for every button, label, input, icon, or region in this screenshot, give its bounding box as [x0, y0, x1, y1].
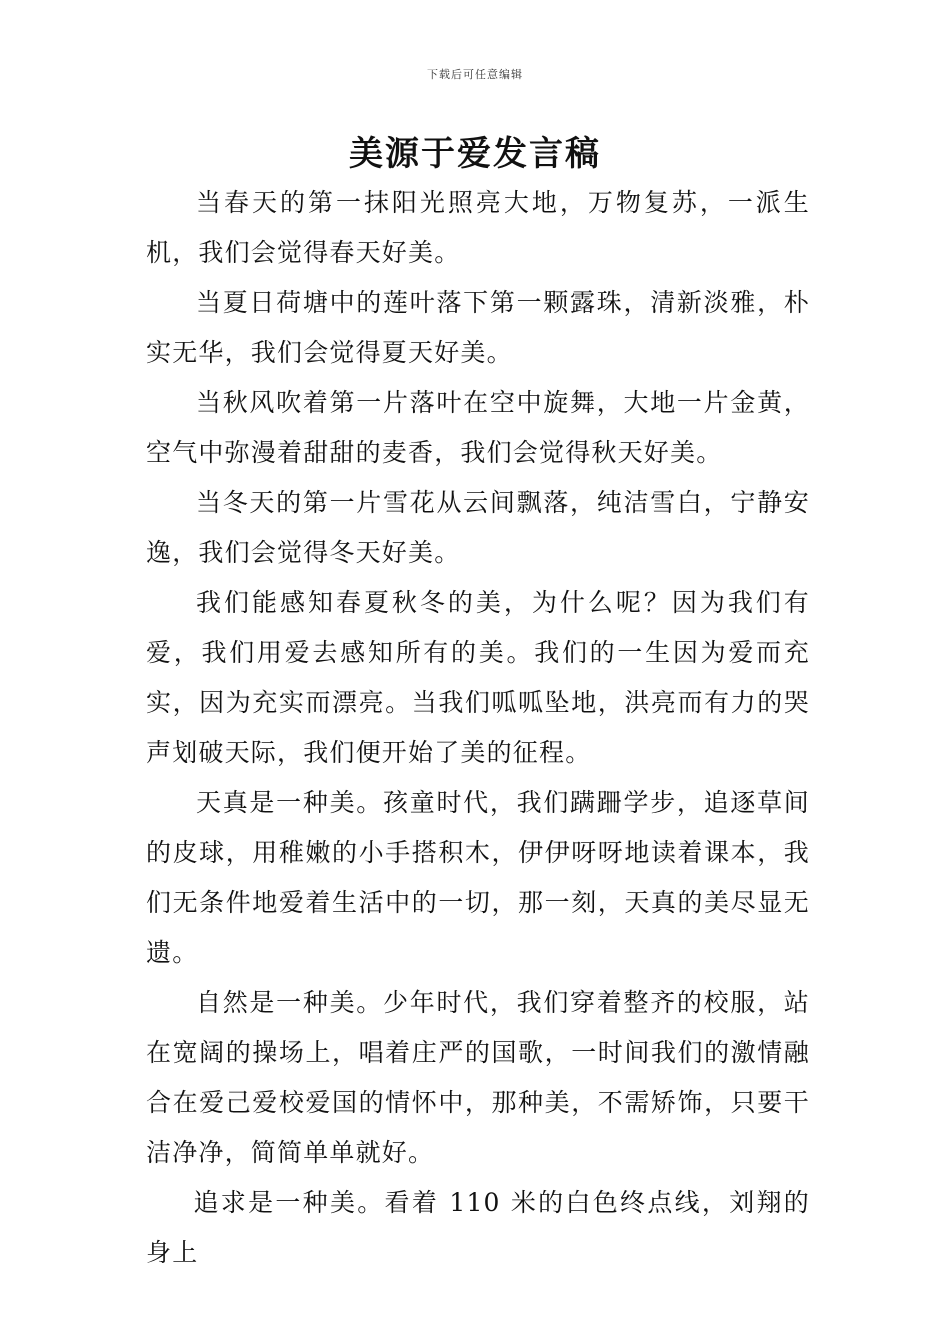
- paragraph-love: 我们能感知春夏秋冬的美，为什么呢？因为我们有爱，我们用爱去感知所有的美。我们的一生因为爱而充实，因为充实而漂亮。当我们呱呱坠地，洪亮而有力的哭声划破天际，我们便开始了美的征程。: [146, 588, 810, 767]
- paragraph-spring: 当春天的第一抹阳光照亮大地，万物复苏，一派生机，我们会觉得春天好美。: [146, 188, 810, 267]
- paragraph-nature: 自然是一种美。少年时代，我们穿着整齐的校服，站在宽阔的操场上，唱着庄严的国歌，一时间我们的激情融合在爱己爱校爱国的情怀中，那种美，不需矫饰，只要干洁净净，简简单单就好。: [146, 988, 810, 1167]
- paragraph-pursuit: 追求是一种美。看着 110 米的白色终点线，刘翔的身上: [146, 1188, 810, 1267]
- document-title: 美源于爱发言稿: [349, 134, 601, 174]
- paragraph-innocence: 天真是一种美。孩童时代，我们蹒跚学步，追逐草间的皮球，用稚嫩的小手搭积木，伊伊呀呀地读着课本，我们无条件地爱着生活中的一切，那一刻，天真的美尽显无遗。: [146, 788, 810, 967]
- header-note: 下载后可任意编辑: [427, 68, 523, 81]
- paragraph-winter: 当冬天的第一片雪花从云间飘落，纯洁雪白，宁静安逸，我们会觉得冬天好美。: [146, 488, 810, 567]
- document-body: [146, 178, 810, 1278]
- paragraph-autumn: 当秋风吹着第一片落叶在空中旋舞，大地一片金黄，空气中弥漫着甜甜的麦香，我们会觉得秋天好美。: [146, 388, 810, 467]
- paragraph-summer: 当夏日荷塘中的莲叶落下第一颗露珠，清新淡雅，朴实无华，我们会觉得夏天好美。: [146, 288, 810, 367]
